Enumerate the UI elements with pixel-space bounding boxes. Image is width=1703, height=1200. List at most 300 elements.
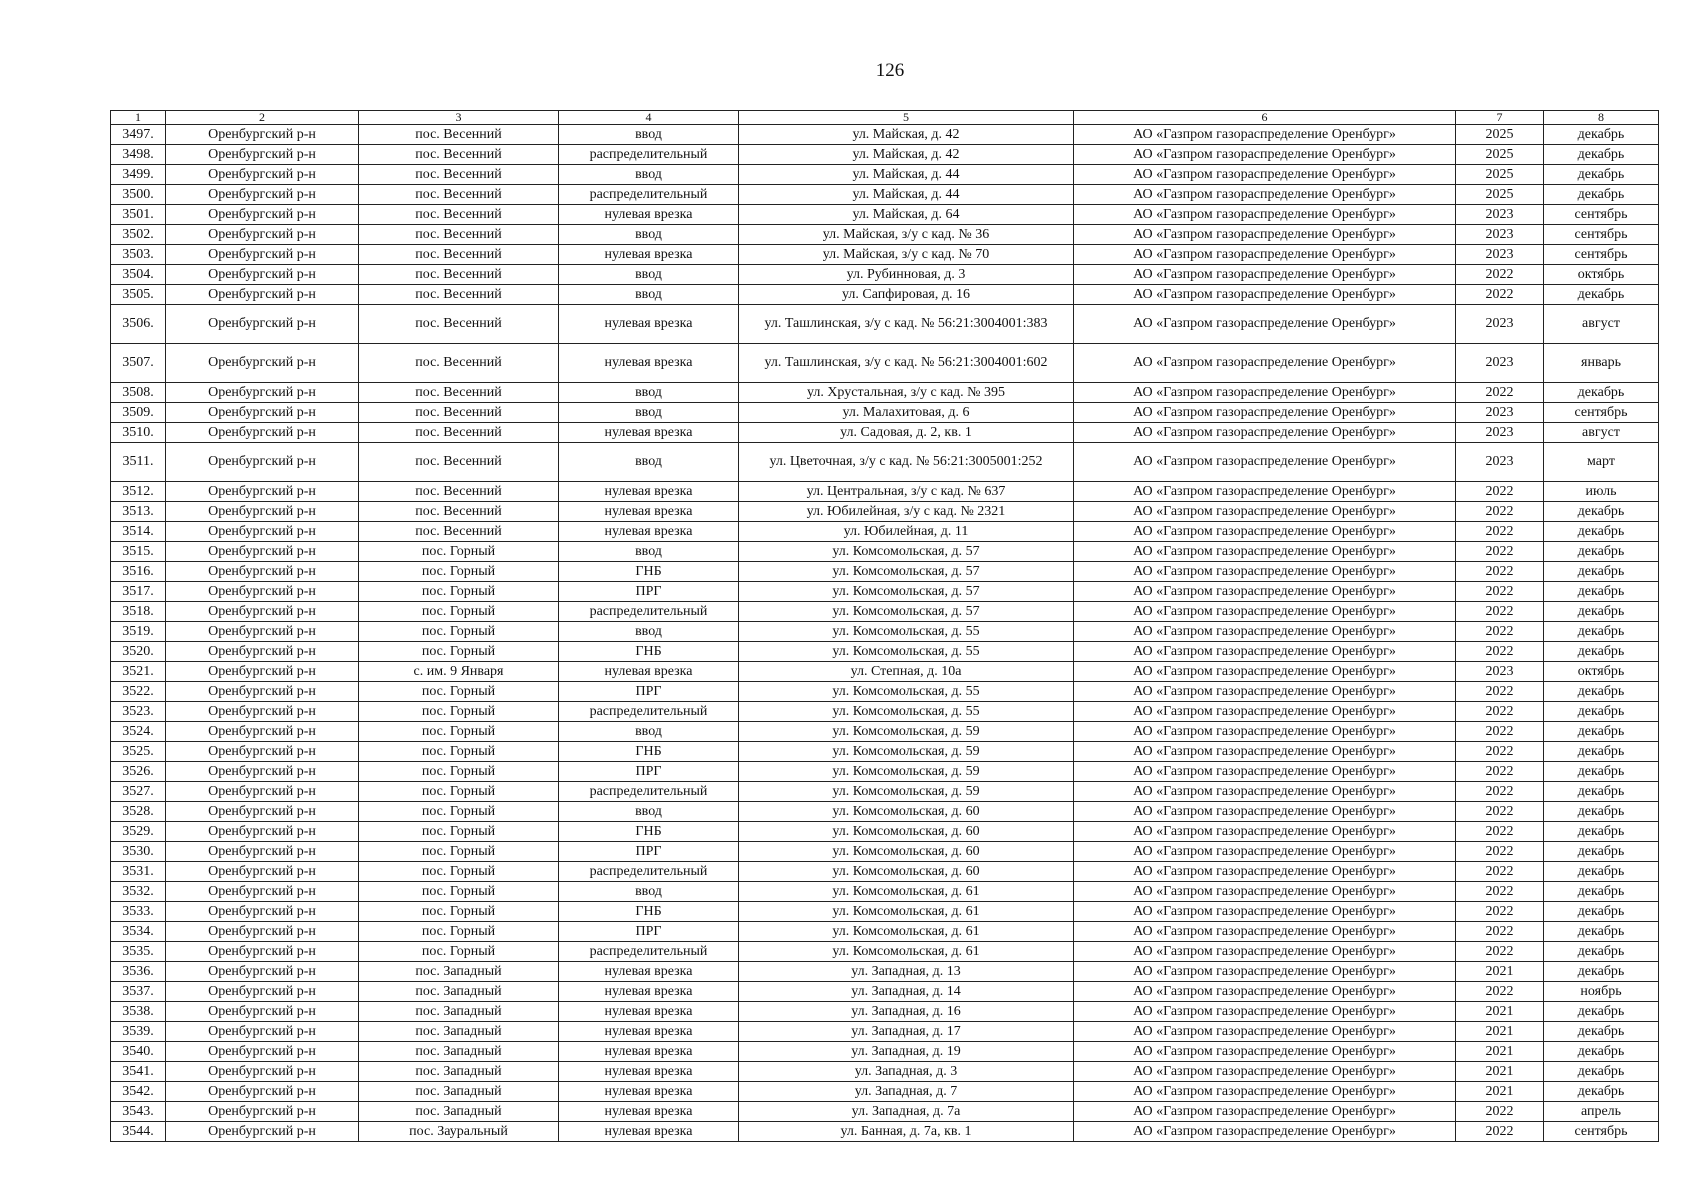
cell-operator: АО «Газпром газораспределение Оренбург»: [1074, 1022, 1456, 1042]
cell-operator: АО «Газпром газораспределение Оренбург»: [1074, 802, 1456, 822]
cell-operator: АО «Газпром газораспределение Оренбург»: [1074, 502, 1456, 522]
cell-settlement: пос. Зауральный: [359, 1122, 559, 1142]
cell-month: декабрь: [1544, 862, 1659, 882]
cell-connection-type: ГНБ: [559, 742, 739, 762]
table-row: [111, 642, 1659, 662]
cell-operator: АО «Газпром газораспределение Оренбург»: [1074, 1002, 1456, 1022]
table-row: [111, 722, 1659, 742]
column-header: 7: [1456, 111, 1544, 125]
cell-district: Оренбургский р-н: [166, 862, 359, 882]
cell-month: декабрь: [1544, 782, 1659, 802]
cell-address: ул. Западная, д. 17: [739, 1022, 1074, 1042]
cell-district: Оренбургский р-н: [166, 682, 359, 702]
cell-row-number: 3514.: [111, 522, 166, 542]
column-header: 4: [559, 111, 739, 125]
cell-connection-type: нулевая врезка: [559, 522, 739, 542]
cell-district: Оренбургский р-н: [166, 722, 359, 742]
cell-settlement: пос. Горный: [359, 802, 559, 822]
table-row: [111, 285, 1659, 305]
cell-month: декабрь: [1544, 682, 1659, 702]
cell-year: 2022: [1456, 265, 1544, 285]
cell-address: ул. Ташлинская, з/у с кад. № 56:21:3004001:602: [739, 344, 1074, 383]
cell-district: Оренбургский р-н: [166, 265, 359, 285]
cell-month: январь: [1544, 344, 1659, 383]
cell-address: ул. Комсомольская, д. 61: [739, 922, 1074, 942]
cell-row-number: 3508.: [111, 383, 166, 403]
cell-settlement: пос. Горный: [359, 762, 559, 782]
cell-connection-type: ввод: [559, 225, 739, 245]
cell-connection-type: нулевая врезка: [559, 1022, 739, 1042]
cell-district: Оренбургский р-н: [166, 882, 359, 902]
cell-month: декабрь: [1544, 562, 1659, 582]
table-row: [111, 1042, 1659, 1062]
cell-settlement: пос. Горный: [359, 602, 559, 622]
cell-month: сентябрь: [1544, 225, 1659, 245]
cell-month: декабрь: [1544, 902, 1659, 922]
cell-connection-type: распределительный: [559, 145, 739, 165]
cell-year: 2022: [1456, 622, 1544, 642]
cell-connection-type: нулевая врезка: [559, 962, 739, 982]
cell-district: Оренбургский р-н: [166, 403, 359, 423]
cell-address: ул. Западная, д. 3: [739, 1062, 1074, 1082]
cell-settlement: пос. Западный: [359, 1042, 559, 1062]
cell-month: ноябрь: [1544, 982, 1659, 1002]
cell-month: декабрь: [1544, 702, 1659, 722]
cell-row-number: 3526.: [111, 762, 166, 782]
cell-year: 2022: [1456, 742, 1544, 762]
cell-connection-type: нулевая врезка: [559, 1082, 739, 1102]
cell-row-number: 3513.: [111, 502, 166, 522]
cell-operator: АО «Газпром газораспределение Оренбург»: [1074, 125, 1456, 145]
cell-connection-type: ввод: [559, 722, 739, 742]
cell-settlement: пос. Горный: [359, 742, 559, 762]
table-row: [111, 862, 1659, 882]
cell-year: 2021: [1456, 1062, 1544, 1082]
cell-year: 2022: [1456, 902, 1544, 922]
cell-month: декабрь: [1544, 882, 1659, 902]
cell-address: ул. Майская, з/у с кад. № 36: [739, 225, 1074, 245]
cell-address: ул. Комсомольская, д. 60: [739, 822, 1074, 842]
cell-settlement: пос. Горный: [359, 862, 559, 882]
cell-year: 2023: [1456, 225, 1544, 245]
cell-row-number: 3500.: [111, 185, 166, 205]
table-row: [111, 902, 1659, 922]
cell-month: декабрь: [1544, 962, 1659, 982]
cell-settlement: пос. Западный: [359, 1002, 559, 1022]
cell-row-number: 3525.: [111, 742, 166, 762]
table-row: [111, 602, 1659, 622]
cell-address: ул. Комсомольская, д. 57: [739, 562, 1074, 582]
cell-row-number: 3529.: [111, 822, 166, 842]
cell-row-number: 3518.: [111, 602, 166, 622]
cell-connection-type: нулевая врезка: [559, 1042, 739, 1062]
cell-settlement: пос. Западный: [359, 1022, 559, 1042]
cell-district: Оренбургский р-н: [166, 205, 359, 225]
cell-address: ул. Комсомольская, д. 61: [739, 942, 1074, 962]
cell-year: 2023: [1456, 205, 1544, 225]
cell-address: ул. Западная, д. 19: [739, 1042, 1074, 1062]
table-row: [111, 305, 1659, 344]
cell-connection-type: нулевая врезка: [559, 982, 739, 1002]
cell-address: ул. Комсомольская, д. 57: [739, 542, 1074, 562]
cell-year: 2022: [1456, 722, 1544, 742]
cell-month: декабрь: [1544, 742, 1659, 762]
cell-connection-type: нулевая врезка: [559, 205, 739, 225]
table-row: [111, 702, 1659, 722]
cell-row-number: 3522.: [111, 682, 166, 702]
cell-month: декабрь: [1544, 145, 1659, 165]
cell-operator: АО «Газпром газораспределение Оренбург»: [1074, 682, 1456, 702]
cell-connection-type: распределительный: [559, 185, 739, 205]
cell-address: ул. Рубинновая, д. 3: [739, 265, 1074, 285]
cell-district: Оренбургский р-н: [166, 285, 359, 305]
cell-month: декабрь: [1544, 542, 1659, 562]
cell-year: 2022: [1456, 1122, 1544, 1142]
cell-district: Оренбургский р-н: [166, 344, 359, 383]
cell-district: Оренбургский р-н: [166, 762, 359, 782]
cell-district: Оренбургский р-н: [166, 125, 359, 145]
cell-settlement: пос. Весенний: [359, 305, 559, 344]
cell-operator: АО «Газпром газораспределение Оренбург»: [1074, 443, 1456, 482]
cell-district: Оренбургский р-н: [166, 482, 359, 502]
cell-row-number: 3515.: [111, 542, 166, 562]
cell-operator: АО «Газпром газораспределение Оренбург»: [1074, 265, 1456, 285]
cell-operator: АО «Газпром газораспределение Оренбург»: [1074, 942, 1456, 962]
cell-connection-type: нулевая врезка: [559, 1062, 739, 1082]
table-row: [111, 562, 1659, 582]
cell-settlement: пос. Горный: [359, 542, 559, 562]
cell-operator: АО «Газпром газораспределение Оренбург»: [1074, 882, 1456, 902]
table-row: [111, 482, 1659, 502]
cell-row-number: 3503.: [111, 245, 166, 265]
column-header: 8: [1544, 111, 1659, 125]
cell-operator: АО «Газпром газораспределение Оренбург»: [1074, 1062, 1456, 1082]
column-header: 1: [111, 111, 166, 125]
cell-connection-type: нулевая врезка: [559, 1102, 739, 1122]
cell-month: декабрь: [1544, 942, 1659, 962]
cell-address: ул. Хрустальная, з/у с кад. № 395: [739, 383, 1074, 403]
page-number: 126: [875, 60, 905, 81]
cell-year: 2025: [1456, 145, 1544, 165]
cell-row-number: 3537.: [111, 982, 166, 1002]
cell-connection-type: ввод: [559, 383, 739, 403]
cell-month: декабрь: [1544, 1042, 1659, 1062]
cell-year: 2022: [1456, 882, 1544, 902]
cell-connection-type: ПРГ: [559, 842, 739, 862]
cell-row-number: 3506.: [111, 305, 166, 344]
cell-address: ул. Юбилейная, з/у с кад. № 2321: [739, 502, 1074, 522]
cell-address: ул. Западная, д. 7: [739, 1082, 1074, 1102]
table-row: [111, 922, 1659, 942]
cell-settlement: пос. Горный: [359, 722, 559, 742]
cell-address: ул. Комсомольская, д. 61: [739, 882, 1074, 902]
cell-month: апрель: [1544, 1102, 1659, 1122]
cell-operator: АО «Газпром газораспределение Оренбург»: [1074, 982, 1456, 1002]
cell-settlement: с. им. 9 Января: [359, 662, 559, 682]
cell-year: 2022: [1456, 502, 1544, 522]
cell-address: ул. Комсомольская, д. 55: [739, 682, 1074, 702]
table-row: [111, 145, 1659, 165]
cell-operator: АО «Газпром газораспределение Оренбург»: [1074, 782, 1456, 802]
cell-month: декабрь: [1544, 1082, 1659, 1102]
cell-month: декабрь: [1544, 642, 1659, 662]
cell-year: 2022: [1456, 542, 1544, 562]
cell-row-number: 3502.: [111, 225, 166, 245]
table-row: [111, 1082, 1659, 1102]
cell-address: ул. Комсомольская, д. 59: [739, 782, 1074, 802]
cell-year: 2022: [1456, 642, 1544, 662]
cell-row-number: 3507.: [111, 344, 166, 383]
cell-month: июль: [1544, 482, 1659, 502]
cell-operator: АО «Газпром газораспределение Оренбург»: [1074, 245, 1456, 265]
table-row: [111, 225, 1659, 245]
cell-month: декабрь: [1544, 125, 1659, 145]
cell-address: ул. Банная, д. 7а, кв. 1: [739, 1122, 1074, 1142]
cell-operator: АО «Газпром газораспределение Оренбург»: [1074, 562, 1456, 582]
cell-settlement: пос. Весенний: [359, 165, 559, 185]
cell-connection-type: ввод: [559, 285, 739, 305]
cell-settlement: пос. Горный: [359, 562, 559, 582]
table-row: [111, 682, 1659, 702]
cell-connection-type: распределительный: [559, 602, 739, 622]
cell-year: 2025: [1456, 165, 1544, 185]
cell-settlement: пос. Весенний: [359, 245, 559, 265]
cell-district: Оренбургский р-н: [166, 942, 359, 962]
cell-month: декабрь: [1544, 1002, 1659, 1022]
cell-connection-type: ввод: [559, 265, 739, 285]
table-row: [111, 842, 1659, 862]
cell-district: Оренбургский р-н: [166, 165, 359, 185]
cell-operator: АО «Газпром газораспределение Оренбург»: [1074, 423, 1456, 443]
cell-operator: АО «Газпром газораспределение Оренбург»: [1074, 1042, 1456, 1062]
cell-row-number: 3521.: [111, 662, 166, 682]
cell-district: Оренбургский р-н: [166, 622, 359, 642]
cell-settlement: пос. Западный: [359, 1102, 559, 1122]
cell-year: 2022: [1456, 762, 1544, 782]
cell-district: Оренбургский р-н: [166, 802, 359, 822]
cell-row-number: 3530.: [111, 842, 166, 862]
cell-district: Оренбургский р-н: [166, 225, 359, 245]
cell-year: 2022: [1456, 602, 1544, 622]
cell-year: 2023: [1456, 245, 1544, 265]
cell-settlement: пос. Горный: [359, 702, 559, 722]
cell-month: март: [1544, 443, 1659, 482]
cell-year: 2021: [1456, 1002, 1544, 1022]
table-row: [111, 1002, 1659, 1022]
table-row: [111, 742, 1659, 762]
cell-settlement: пос. Весенний: [359, 285, 559, 305]
cell-row-number: 3540.: [111, 1042, 166, 1062]
table-row: [111, 344, 1659, 383]
cell-month: декабрь: [1544, 1062, 1659, 1082]
cell-address: ул. Степная, д. 10а: [739, 662, 1074, 682]
cell-month: декабрь: [1544, 822, 1659, 842]
cell-month: декабрь: [1544, 383, 1659, 403]
cell-year: 2023: [1456, 344, 1544, 383]
cell-month: август: [1544, 305, 1659, 344]
cell-connection-type: ввод: [559, 165, 739, 185]
table-row: [111, 622, 1659, 642]
table-row: [111, 403, 1659, 423]
cell-month: декабрь: [1544, 842, 1659, 862]
cell-address: ул. Комсомольская, д. 57: [739, 602, 1074, 622]
cell-settlement: пос. Весенний: [359, 383, 559, 403]
cell-row-number: 3536.: [111, 962, 166, 982]
cell-row-number: 3509.: [111, 403, 166, 423]
cell-connection-type: нулевая врезка: [559, 423, 739, 443]
cell-settlement: пос. Весенний: [359, 443, 559, 482]
cell-row-number: 3524.: [111, 722, 166, 742]
cell-district: Оренбургский р-н: [166, 662, 359, 682]
cell-district: Оренбургский р-н: [166, 245, 359, 265]
cell-operator: АО «Газпром газораспределение Оренбург»: [1074, 1122, 1456, 1142]
cell-year: 2022: [1456, 383, 1544, 403]
cell-month: август: [1544, 423, 1659, 443]
cell-year: 2025: [1456, 125, 1544, 145]
cell-connection-type: нулевая врезка: [559, 1002, 739, 1022]
table-row: [111, 165, 1659, 185]
cell-row-number: 3504.: [111, 265, 166, 285]
cell-district: Оренбургский р-н: [166, 822, 359, 842]
cell-operator: АО «Газпром газораспределение Оренбург»: [1074, 842, 1456, 862]
cell-settlement: пос. Горный: [359, 922, 559, 942]
cell-settlement: пос. Весенний: [359, 125, 559, 145]
cell-operator: АО «Газпром газораспределение Оренбург»: [1074, 285, 1456, 305]
cell-row-number: 3532.: [111, 882, 166, 902]
cell-district: Оренбургский р-н: [166, 522, 359, 542]
cell-year: 2022: [1456, 922, 1544, 942]
cell-row-number: 3499.: [111, 165, 166, 185]
cell-connection-type: распределительный: [559, 942, 739, 962]
cell-address: ул. Комсомольская, д. 55: [739, 642, 1074, 662]
cell-district: Оренбургский р-н: [166, 443, 359, 482]
cell-address: ул. Центральная, з/у с кад. № 637: [739, 482, 1074, 502]
cell-connection-type: ввод: [559, 403, 739, 423]
cell-district: Оренбургский р-н: [166, 782, 359, 802]
cell-operator: АО «Газпром газораспределение Оренбург»: [1074, 922, 1456, 942]
cell-settlement: пос. Западный: [359, 1062, 559, 1082]
cell-year: 2023: [1456, 305, 1544, 344]
cell-address: ул. Комсомольская, д. 55: [739, 622, 1074, 642]
cell-year: 2025: [1456, 185, 1544, 205]
cell-operator: АО «Газпром газораспределение Оренбург»: [1074, 522, 1456, 542]
cell-connection-type: распределительный: [559, 782, 739, 802]
cell-settlement: пос. Горный: [359, 782, 559, 802]
cell-address: ул. Майская, д. 42: [739, 125, 1074, 145]
table-row: [111, 822, 1659, 842]
cell-year: 2022: [1456, 522, 1544, 542]
cell-settlement: пос. Весенний: [359, 185, 559, 205]
cell-connection-type: нулевая врезка: [559, 245, 739, 265]
cell-address: ул. Комсомольская, д. 60: [739, 802, 1074, 822]
cell-address: ул. Комсомольская, д. 59: [739, 722, 1074, 742]
cell-operator: АО «Газпром газораспределение Оренбург»: [1074, 702, 1456, 722]
table-row: [111, 1022, 1659, 1042]
cell-year: 2022: [1456, 702, 1544, 722]
cell-address: ул. Садовая, д. 2, кв. 1: [739, 423, 1074, 443]
cell-row-number: 3542.: [111, 1082, 166, 1102]
cell-district: Оренбургский р-н: [166, 1042, 359, 1062]
cell-district: Оренбургский р-н: [166, 1002, 359, 1022]
cell-settlement: пос. Горный: [359, 582, 559, 602]
cell-operator: АО «Газпром газораспределение Оренбург»: [1074, 305, 1456, 344]
cell-address: ул. Западная, д. 13: [739, 962, 1074, 982]
cell-operator: АО «Газпром газораспределение Оренбург»: [1074, 1102, 1456, 1122]
cell-row-number: 3516.: [111, 562, 166, 582]
cell-operator: АО «Газпром газораспределение Оренбург»: [1074, 722, 1456, 742]
table-row: [111, 662, 1659, 682]
cell-row-number: 3501.: [111, 205, 166, 225]
cell-district: Оренбургский р-н: [166, 1102, 359, 1122]
cell-operator: АО «Газпром газораспределение Оренбург»: [1074, 542, 1456, 562]
cell-month: сентябрь: [1544, 403, 1659, 423]
cell-operator: АО «Газпром газораспределение Оренбург»: [1074, 165, 1456, 185]
table-row: [111, 1062, 1659, 1082]
cell-month: декабрь: [1544, 165, 1659, 185]
cell-row-number: 3544.: [111, 1122, 166, 1142]
cell-address: ул. Комсомольская, д. 59: [739, 742, 1074, 762]
cell-settlement: пос. Горный: [359, 902, 559, 922]
cell-month: декабрь: [1544, 502, 1659, 522]
cell-year: 2023: [1456, 403, 1544, 423]
cell-connection-type: ввод: [559, 622, 739, 642]
table-row: [111, 1122, 1659, 1142]
cell-district: Оренбургский р-н: [166, 383, 359, 403]
table-row: [111, 582, 1659, 602]
table-row: [111, 125, 1659, 145]
cell-address: ул. Западная, д. 7а: [739, 1102, 1074, 1122]
cell-row-number: 3519.: [111, 622, 166, 642]
cell-row-number: 3520.: [111, 642, 166, 662]
cell-address: ул. Комсомольская, д. 55: [739, 702, 1074, 722]
cell-year: 2022: [1456, 782, 1544, 802]
table-row: [111, 383, 1659, 403]
cell-settlement: пос. Весенний: [359, 205, 559, 225]
cell-address: ул. Комсомольская, д. 60: [739, 862, 1074, 882]
cell-operator: АО «Газпром газораспределение Оренбург»: [1074, 344, 1456, 383]
cell-connection-type: ГНБ: [559, 642, 739, 662]
cell-district: Оренбургский р-н: [166, 562, 359, 582]
cell-settlement: пос. Горный: [359, 682, 559, 702]
cell-connection-type: распределительный: [559, 702, 739, 722]
cell-settlement: пос. Западный: [359, 982, 559, 1002]
cell-operator: АО «Газпром газораспределение Оренбург»: [1074, 622, 1456, 642]
cell-settlement: пос. Весенний: [359, 502, 559, 522]
cell-row-number: 3528.: [111, 802, 166, 822]
cell-operator: АО «Газпром газораспределение Оренбург»: [1074, 902, 1456, 922]
cell-operator: АО «Газпром газораспределение Оренбург»: [1074, 225, 1456, 245]
cell-district: Оренбургский р-н: [166, 582, 359, 602]
cell-district: Оренбургский р-н: [166, 145, 359, 165]
cell-connection-type: нулевая врезка: [559, 662, 739, 682]
cell-settlement: пос. Весенний: [359, 145, 559, 165]
cell-connection-type: нулевая врезка: [559, 1122, 739, 1142]
cell-district: Оренбургский р-н: [166, 702, 359, 722]
cell-row-number: 3497.: [111, 125, 166, 145]
cell-row-number: 3498.: [111, 145, 166, 165]
cell-settlement: пос. Горный: [359, 842, 559, 862]
cell-address: ул. Малахитовая, д. 6: [739, 403, 1074, 423]
cell-operator: АО «Газпром газораспределение Оренбург»: [1074, 862, 1456, 882]
cell-year: 2021: [1456, 1082, 1544, 1102]
cell-year: 2023: [1456, 443, 1544, 482]
cell-operator: АО «Газпром газораспределение Оренбург»: [1074, 482, 1456, 502]
cell-address: ул. Западная, д. 14: [739, 982, 1074, 1002]
cell-address: ул. Западная, д. 16: [739, 1002, 1074, 1022]
cell-row-number: 3512.: [111, 482, 166, 502]
cell-address: ул. Ташлинская, з/у с кад. № 56:21:3004001:383: [739, 305, 1074, 344]
cell-connection-type: ввод: [559, 443, 739, 482]
